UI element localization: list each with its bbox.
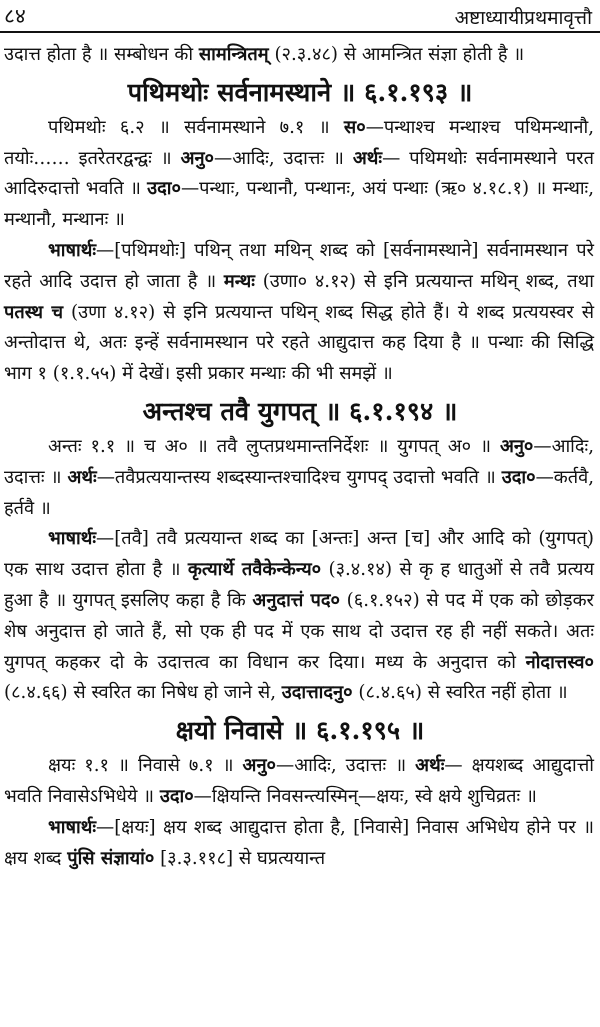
text-run: अन्तः १.१ ॥ च अ० ॥ तवै लुप्तप्रथमान्तनिर्देशः ॥ युगपत् अ० ॥ xyxy=(48,435,500,457)
bold-term: उदा० xyxy=(159,785,194,807)
text-run: (उणा० ४.१२) से इनि प्रत्ययान्त मथिन् शब्द, तथा xyxy=(254,270,595,292)
text-run: (६.१.१५२) से पद में एक को छोड़कर शेष अनुदात्त हो जाते हैं, सो एक ही पद में एक साथ दो उदात्त रह ही नहीं सकते। अतः युगपत् कहकर दो के उदात्तत्व का विधान कर दिया। मध्य के अनुदात्त को xyxy=(4,589,595,673)
text-run: —तवैप्रत्ययान्तस्य शब्दस्यान्तश्चादिश्च युगपद् उदात्तो भवति ॥ xyxy=(96,466,502,488)
text-run: —आदिः, उदात्तः ॥ xyxy=(214,147,353,169)
commentary-paragraph xyxy=(0,236,600,390)
bold-term: उदा० xyxy=(147,178,181,200)
bold-term: अर्थः xyxy=(415,755,445,777)
text-run: उदात्त होता है ॥ सम्बोधन की xyxy=(4,44,199,65)
commentary-paragraph xyxy=(0,432,600,524)
text-run: — पथिमथोः सर्वनामस्थाने परत आदिरुदात्तो भवति ॥ xyxy=(4,147,594,200)
bold-term: उदात्तादनु० xyxy=(281,682,353,704)
bold-term: अर्थः xyxy=(67,466,97,488)
text-run: —आदिः, उदात्तः ॥ xyxy=(4,435,594,488)
bold-term: भाषार्थः xyxy=(48,816,97,838)
bold-term: भाषार्थः xyxy=(48,528,97,550)
sutra-heading: क्षयो निवासे ॥ ६.१.१९५ ॥ xyxy=(175,716,425,747)
text-run: (८.४.६५) से स्वरित नहीं होता ॥ xyxy=(352,682,568,704)
commentary-paragraph xyxy=(0,40,600,71)
text-run: —पन्थाश्च मन्थाश्च पथिमन्थानौ, तयोः…… इतरेतरद्वन्द्वः ॥ xyxy=(4,116,594,169)
header-rule xyxy=(0,31,600,33)
text-run: (८.४.६६) से स्वरित का निषेध हो जाने से, xyxy=(4,682,282,704)
text-run: —[तवै] तवै प्रत्ययान्त शब्द का [अन्तः] अन्त [च] और आदि को (युगपत्) एक साथ उदात्त होता है ॥ xyxy=(4,528,594,581)
bold-term: मन्थः xyxy=(223,270,255,292)
commentary-paragraph xyxy=(0,524,600,709)
bold-term: पुंसि संज्ञायां० xyxy=(67,847,155,869)
text-run: [३.३.११८] से घप्रत्ययान्त xyxy=(154,847,326,869)
sutra-heading: पथिमथोः सर्वनामस्थाने ॥ ६.१.१९३ ॥ xyxy=(127,77,473,108)
sutra-heading: अन्तश्च तवै युगपत् ॥ ६.१.१९४ ॥ xyxy=(142,396,458,427)
bold-term: नोदात्तस्व० xyxy=(525,651,594,673)
text-run: —क्षियन्ति निवसन्त्यस्मिन्—क्षयः, स्वे क्षये शुचिव्रतः ॥ xyxy=(193,785,537,807)
bold-term: पतस्थ च xyxy=(4,301,64,323)
bold-term: अनु० xyxy=(180,147,215,169)
page-number: ८४ xyxy=(4,4,26,28)
text-run: —पन्थाः, पन्थानौ, पन्थानः, अयं पन्थाः (ऋ० ४.१८.१) ॥ मन्थाः, मन्थानौ, मन्थानः ॥ xyxy=(4,178,594,231)
commentary-paragraph xyxy=(0,113,600,236)
text-run: —कर्तवै, हर्तवै ॥ xyxy=(4,466,594,519)
text-run: —[पथिमथोः] पथिन् तथा मथिन् शब्द को [सर्वनामस्थाने] सर्वनामस्थान परे रहते आदि उदात्त हो जाता है ॥ xyxy=(4,239,594,292)
running-title: अष्टाध्यायीप्रथमावृत्तौ xyxy=(454,7,592,29)
bold-term: सामन्त्रितम् xyxy=(198,44,269,65)
bold-term: भाषार्थः xyxy=(48,239,97,261)
text-run: (उणा ४.१२) से इनि प्रत्ययान्त पथिन् शब्द सिद्ध होते हैं। ये शब्द प्रत्ययस्वर से अन्तोदात्त थे, अतः इन्हें सर्वनामस्थान परे रहते आद्युदात्त कह दिया है ॥ पन्थाः की सिद्धि भाग १ (१.१.५५) में देखें। इसी प्रकार मन्थाः की भी समझें ॥ xyxy=(4,301,594,385)
bold-term: अनु० xyxy=(499,435,534,457)
bold-term: अनुदात्तं पद० xyxy=(252,589,340,611)
text-run: क्षयः १.१ ॥ निवासे ७.१ ॥ xyxy=(48,755,243,777)
commentary-paragraph xyxy=(0,813,600,875)
page-body xyxy=(0,40,600,874)
bold-term: स० xyxy=(343,116,366,138)
text-run: —आदिः, उदात्तः ॥ xyxy=(276,755,416,777)
text-run: (२.३.४८) से आमन्त्रित संज्ञा होती है ॥ xyxy=(268,44,525,65)
text-run: (३.४.१४) से कृ ह धातुओं से तवै प्रत्यय हुआ है ॥ युगपत् इसलिए कहा है कि xyxy=(4,559,595,611)
bold-term: कृत्यार्थे तवैकेन्केन्य० xyxy=(187,559,322,581)
bold-term: अर्थः xyxy=(352,147,383,169)
page-header xyxy=(0,0,600,30)
bold-term: अनु० xyxy=(242,755,276,777)
commentary-paragraph xyxy=(0,751,600,813)
text-run: — क्षयशब्द आद्युदात्तो भवति निवासेऽभिधेये ॥ xyxy=(4,755,594,807)
text-run: —[क्षयः] क्षय शब्द आद्युदात्त होता है, [निवासे] निवास अभिधेय होने पर ॥ क्षय शब्द xyxy=(4,816,594,869)
bold-term: उदा० xyxy=(501,466,536,488)
text-run: पथिमथोः ६.२ ॥ सर्वनामस्थाने ७.१ ॥ xyxy=(48,116,344,138)
